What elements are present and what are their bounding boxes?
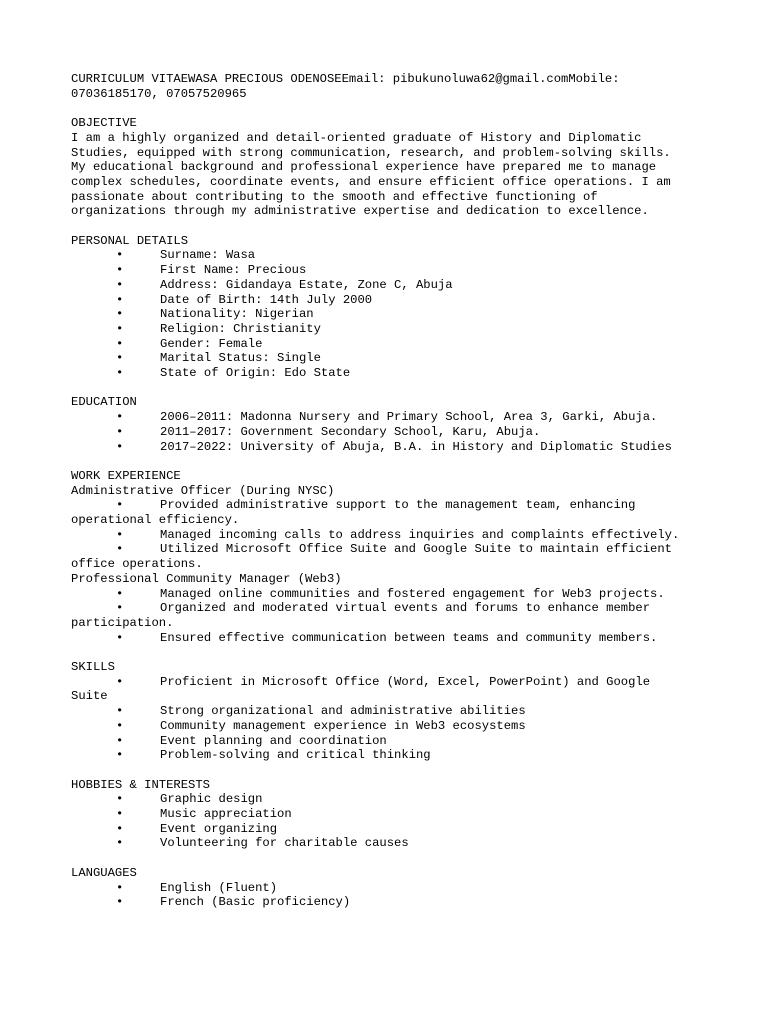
list-item-text: Volunteering for charitable causes [160, 836, 409, 851]
bullet-icon: • [116, 439, 124, 454]
list-item [71, 675, 711, 690]
list-item-continuation: office operations. [71, 557, 203, 572]
bullet-icon: • [116, 263, 124, 278]
list-item-text: Managed incoming calls to address inquiries and complaints effectively. [160, 527, 680, 542]
list-item-text: Surname: Wasa [160, 248, 256, 263]
list-item-text: Date of Birth: 14th July 2000 [160, 292, 373, 307]
objective-text-line: complex schedules, coordinate events, and ensure efficient office operations. I am [71, 174, 671, 189]
list-item-text: Gender: Female [160, 336, 263, 351]
list-item [71, 322, 711, 337]
list-item-text: English (Fluent) [160, 880, 278, 895]
list-item-text: Nationality: Nigerian [160, 307, 314, 322]
list-item [71, 734, 711, 749]
list-item [71, 498, 711, 513]
list-item [71, 719, 711, 734]
skills-heading: SKILLS [71, 660, 115, 675]
list-item [71, 263, 711, 278]
bullet-icon: • [116, 336, 124, 351]
bullet-icon: • [116, 586, 124, 601]
list-item [71, 587, 711, 602]
list-item-text: 2017–2022: University of Abuja, B.A. in History and Diplomatic Studies [160, 439, 672, 454]
list-item-text: French (Basic proficiency) [160, 895, 351, 910]
list-item [71, 881, 711, 896]
bullet-icon: • [116, 748, 124, 763]
bullet-icon: • [116, 498, 124, 513]
bullet-icon: • [116, 277, 124, 292]
list-item-text: Event organizing [160, 821, 278, 836]
list-item-text: Provided administrative support to the management team, enhancing [160, 498, 636, 513]
list-item-continuation: participation. [71, 615, 174, 630]
list-item-text: 2011–2017: Government Secondary School, Karu, Abuja. [160, 424, 541, 439]
bullet-icon: • [116, 836, 124, 851]
bullet-icon: • [116, 321, 124, 336]
list-item-continuation: operational efficiency. [71, 513, 240, 528]
objective-text-line: Studies, equipped with strong communication, research, and problem-solving skills. [71, 145, 671, 160]
objective-text-line: My educational background and professional experience have prepared me to manage [71, 160, 657, 175]
bullet-icon: • [116, 733, 124, 748]
list-item [71, 822, 711, 837]
objective-text-line: I am a highly organized and detail-oriented graduate of History and Diplomatic [71, 130, 642, 145]
list-item [71, 440, 711, 455]
job-title: Professional Community Manager (Web3) [71, 571, 342, 586]
bullet-icon: • [116, 292, 124, 307]
list-item [71, 895, 711, 910]
list-item [71, 410, 711, 425]
list-item [71, 631, 711, 646]
list-item [71, 601, 711, 616]
list-item [71, 366, 711, 381]
bullet-icon: • [116, 527, 124, 542]
work-experience-heading: WORK EXPERIENCE [71, 468, 181, 483]
cv-header-line-1: CURRICULUM VITAEWASA PRECIOUS ODENOSEEmail: pibukunoluwa62@gmail.comMobile: [71, 72, 620, 86]
list-item-text: Organized and moderated virtual events and forums to enhance member [160, 601, 651, 616]
list-item [71, 293, 711, 308]
list-item-text: Problem-solving and critical thinking [160, 748, 431, 763]
list-item-text: Managed online communities and fostered engagement for Web3 projects. [160, 586, 665, 601]
bullet-icon: • [116, 410, 124, 425]
list-item-text: 2006–2011: Madonna Nursery and Primary School, Area 3, Garki, Abuja. [160, 410, 658, 425]
cv-document [71, 72, 711, 910]
list-item [71, 704, 711, 719]
list-item [71, 337, 711, 352]
list-item-continuation: Suite [71, 689, 108, 704]
list-item [71, 528, 711, 543]
list-item-text: State of Origin: Edo State [160, 366, 351, 381]
personal-details-heading: PERSONAL DETAILS [71, 233, 189, 248]
bullet-icon: • [116, 792, 124, 807]
list-item-text: First Name: Precious [160, 263, 307, 278]
bullet-icon: • [116, 674, 124, 689]
bullet-icon: • [116, 807, 124, 822]
list-item-text: Graphic design [160, 792, 263, 807]
list-item-text: Proficient in Microsoft Office (Word, Excel, PowerPoint) and Google [160, 674, 651, 689]
bullet-icon: • [116, 718, 124, 733]
list-item [71, 307, 711, 322]
list-item-text: Address: Gidandaya Estate, Zone C, Abuja [160, 277, 453, 292]
bullet-icon: • [116, 601, 124, 616]
bullet-icon: • [116, 542, 124, 557]
list-item [71, 248, 711, 263]
job-title: Administrative Officer (During NYSC) [71, 483, 335, 498]
education-heading: EDUCATION [71, 395, 137, 410]
list-item [71, 807, 711, 822]
list-item-text: Utilized Microsoft Office Suite and Google Suite to maintain efficient [160, 542, 672, 557]
bullet-icon: • [116, 704, 124, 719]
bullet-icon: • [116, 366, 124, 381]
list-item-text: Music appreciation [160, 807, 292, 822]
list-item [71, 278, 711, 293]
list-item-text: Marital Status: Single [160, 351, 321, 366]
list-item [71, 748, 711, 763]
bullet-icon: • [116, 248, 124, 263]
list-item [71, 792, 711, 807]
list-item-text: Community management experience in Web3 ecosystems [160, 718, 526, 733]
list-item [71, 836, 711, 851]
list-item-text: Event planning and coordination [160, 733, 387, 748]
bullet-icon: • [116, 307, 124, 322]
bullet-icon: • [116, 630, 124, 645]
bullet-icon: • [116, 351, 124, 366]
objective-text-line: organizations through my administrative expertise and dedication to excellence. [71, 204, 649, 219]
bullet-icon: • [116, 880, 124, 895]
cv-header-line-2: 07036185170, 07057520965 [71, 86, 247, 101]
languages-heading: LANGUAGES [71, 865, 137, 880]
bullet-icon: • [116, 821, 124, 836]
objective-text-line: passionate about contributing to the smooth and effective functioning of [71, 189, 598, 204]
hobbies-heading: HOBBIES & INTERESTS [71, 777, 210, 792]
objective-heading: OBJECTIVE [71, 116, 137, 131]
bullet-icon: • [116, 895, 124, 910]
list-item-text: Religion: Christianity [160, 321, 321, 336]
list-item-text: Strong organizational and administrative abilities [160, 704, 526, 719]
list-item-text: Ensured effective communication between teams and community members. [160, 630, 658, 645]
list-item [71, 425, 711, 440]
list-item [71, 542, 711, 557]
bullet-icon: • [116, 424, 124, 439]
list-item [71, 351, 711, 366]
